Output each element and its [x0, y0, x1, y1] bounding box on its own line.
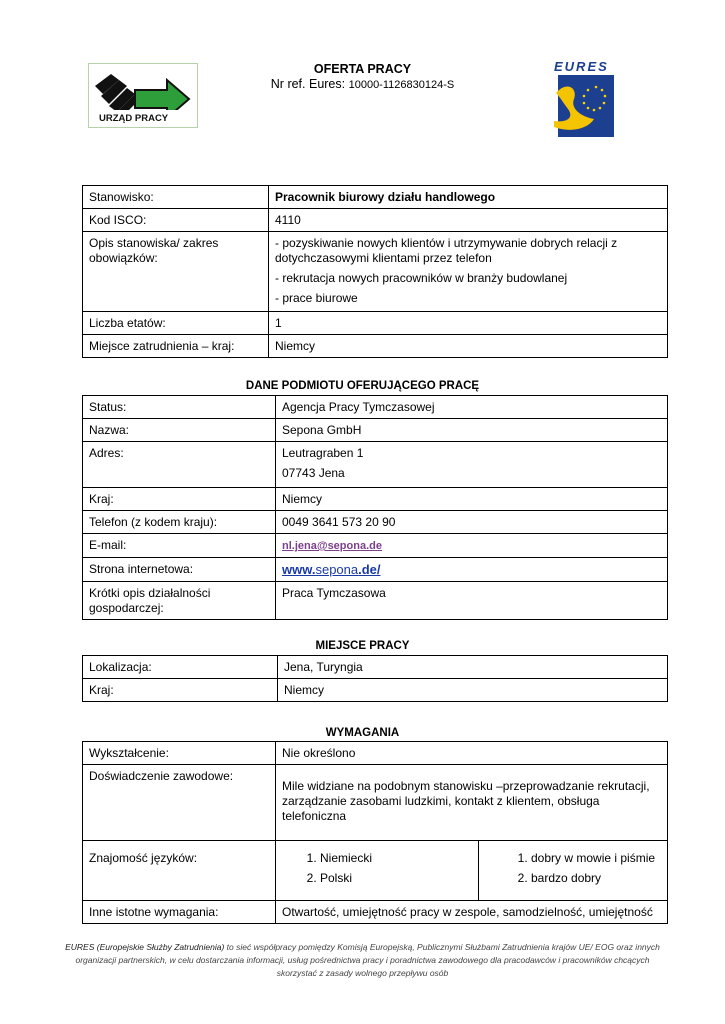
table-row: [83, 511, 668, 534]
address-value: [276, 442, 668, 488]
reference-number: 10000-1126830124-S: [348, 79, 455, 91]
name-value: Sepona GmbH: [276, 419, 668, 442]
footer-lead: EURES (Europejskie Służby Zatrudnienia): [65, 942, 225, 952]
website-cell: [276, 558, 668, 582]
website-suffix: .de/: [358, 562, 381, 577]
job-table: [82, 185, 668, 358]
list-item: 2. bardzo dobry: [531, 871, 661, 886]
employment-country-value: Niemcy: [269, 335, 668, 358]
isco-label: Kod ISCO:: [83, 209, 269, 232]
urzad-pracy-logo: [88, 63, 198, 128]
status-label: Status:: [83, 396, 276, 419]
other-requirements-value: Otwartość, umiejętność pracy w zespole, samodzielność, umiejętność: [276, 901, 668, 924]
positions-count-value: 1: [269, 312, 668, 335]
address-line: Leutragraben 1: [282, 446, 364, 460]
table-row: [83, 582, 668, 620]
employer-table: [82, 395, 668, 620]
website-label: Strona internetowa:: [83, 558, 276, 582]
requirements-heading: WYMAGANIA: [325, 727, 400, 739]
table-row: [83, 901, 668, 924]
duty-item: - rekrutacja nowych pracowników w branży budowlanej: [275, 271, 568, 285]
table-row: [83, 534, 668, 558]
other-requirements-label: Inne istotne wymagania:: [83, 901, 276, 924]
duty-item: - prace biurowe: [275, 291, 358, 305]
business-desc-value: Praca Tymczasowa: [276, 582, 668, 620]
email-cell: [276, 534, 668, 558]
experience-text: Mile widziane na podobnym stanowisku –przeprowadzanie rekrutacji, zarządzanie zasobami ludzkimi, kontakt z klientem, obsługa telefoniczna: [282, 779, 650, 823]
footer-note: [60, 941, 665, 980]
website-domain: sepona: [315, 562, 359, 577]
status-value: Agencja Pracy Tymczasowej: [276, 396, 668, 419]
workplace-table: [82, 655, 668, 702]
table-row: [83, 232, 668, 312]
education-value: Nie określono: [276, 742, 668, 765]
levels-list: [485, 851, 661, 886]
reference-label: Nr ref. Eures:: [270, 77, 346, 91]
table-row: [83, 558, 668, 582]
phone-value: 0049 3641 573 20 90: [276, 511, 668, 534]
document-title: OFERTA PRACY: [313, 62, 412, 76]
business-desc-label: Krótki opis działalności gospodarczej:: [83, 582, 276, 620]
workplace-heading: MIEJSCE PRACY: [315, 640, 410, 652]
isco-value: 4110: [269, 209, 668, 232]
email-link[interactable]: nl.jena@sepona.de: [282, 540, 382, 552]
list-item: 2. Polski: [320, 871, 472, 886]
duty-item: - pozyskiwanie nowych klientów i utrzymywanie dobrych relacji z dotychczasowymi klientami przez telefon: [275, 236, 618, 265]
country-label: Kraj:: [83, 488, 276, 511]
website-link[interactable]: [282, 562, 381, 577]
languages-label: Znajomość języków:: [83, 841, 276, 901]
location-label: Lokalizacja:: [83, 656, 278, 679]
list-item: 1. Niemiecki: [320, 851, 472, 866]
table-row: [83, 765, 668, 841]
location-value: Jena, Turyngia: [278, 656, 668, 679]
position-value: Pracownik biurowy działu handlowego: [269, 186, 668, 209]
table-row: [83, 396, 668, 419]
table-row: [83, 742, 668, 765]
address-line: 07743 Jena: [282, 466, 345, 480]
languages-cell: [276, 841, 479, 901]
education-label: Wykształcenie:: [83, 742, 276, 765]
levels-cell: [479, 841, 668, 901]
email-label: E-mail:: [83, 534, 276, 558]
address-label: Adres:: [83, 442, 276, 488]
logo-right-text: EURES: [554, 59, 609, 74]
duties-label: Opis stanowiska/ zakres obowiązków:: [83, 232, 269, 312]
logo-left-text: URZĄD PRACY: [99, 113, 169, 124]
eures-logo-icon: [548, 57, 620, 141]
requirements-table: [82, 741, 668, 924]
table-row: [83, 656, 668, 679]
website-prefix: www.: [282, 562, 316, 577]
table-row: [83, 488, 668, 511]
experience-label: Doświadczenie zawodowe:: [83, 765, 276, 841]
table-row: [83, 209, 668, 232]
table-row: [83, 442, 668, 488]
name-label: Nazwa:: [83, 419, 276, 442]
table-row: [83, 679, 668, 702]
employer-heading: DANE PODMIOTU OFERUJĄCEGO PRACĘ: [245, 380, 480, 392]
country-value: Niemcy: [276, 488, 668, 511]
workplace-country-value: Niemcy: [278, 679, 668, 702]
table-row: [83, 312, 668, 335]
table-row: [83, 419, 668, 442]
phone-label: Telefon (z kodem kraju):: [83, 511, 276, 534]
list-item: 1. dobry w mowie i piśmie: [531, 851, 661, 866]
experience-value: [276, 765, 668, 841]
urzad-pracy-logo-icon: [89, 64, 197, 127]
positions-count-label: Liczba etatów:: [83, 312, 269, 335]
footer-text: to sieć współpracy pomiędzy Komisją Europejską, Publicznymi Służbami Zatrudnienia krajów UE/ EOG oraz innych organizacji partnerskich, w celu dostarczania informacji, usług pośrednictwa pracy i poradnictwa zawodowego dla pracodawców i pracowników chcących skorzystać z zasady wolnego przepływu osób: [75, 942, 660, 978]
employment-country-label: Miejsce zatrudnienia – kraj:: [83, 335, 269, 358]
eures-logo: [548, 57, 620, 141]
duties-value: [269, 232, 668, 312]
position-label: Stanowisko:: [83, 186, 269, 209]
table-row: [83, 841, 668, 901]
table-row: [83, 186, 668, 209]
languages-list: [282, 851, 472, 886]
workplace-country-label: Kraj:: [83, 679, 278, 702]
table-row: [83, 335, 668, 358]
